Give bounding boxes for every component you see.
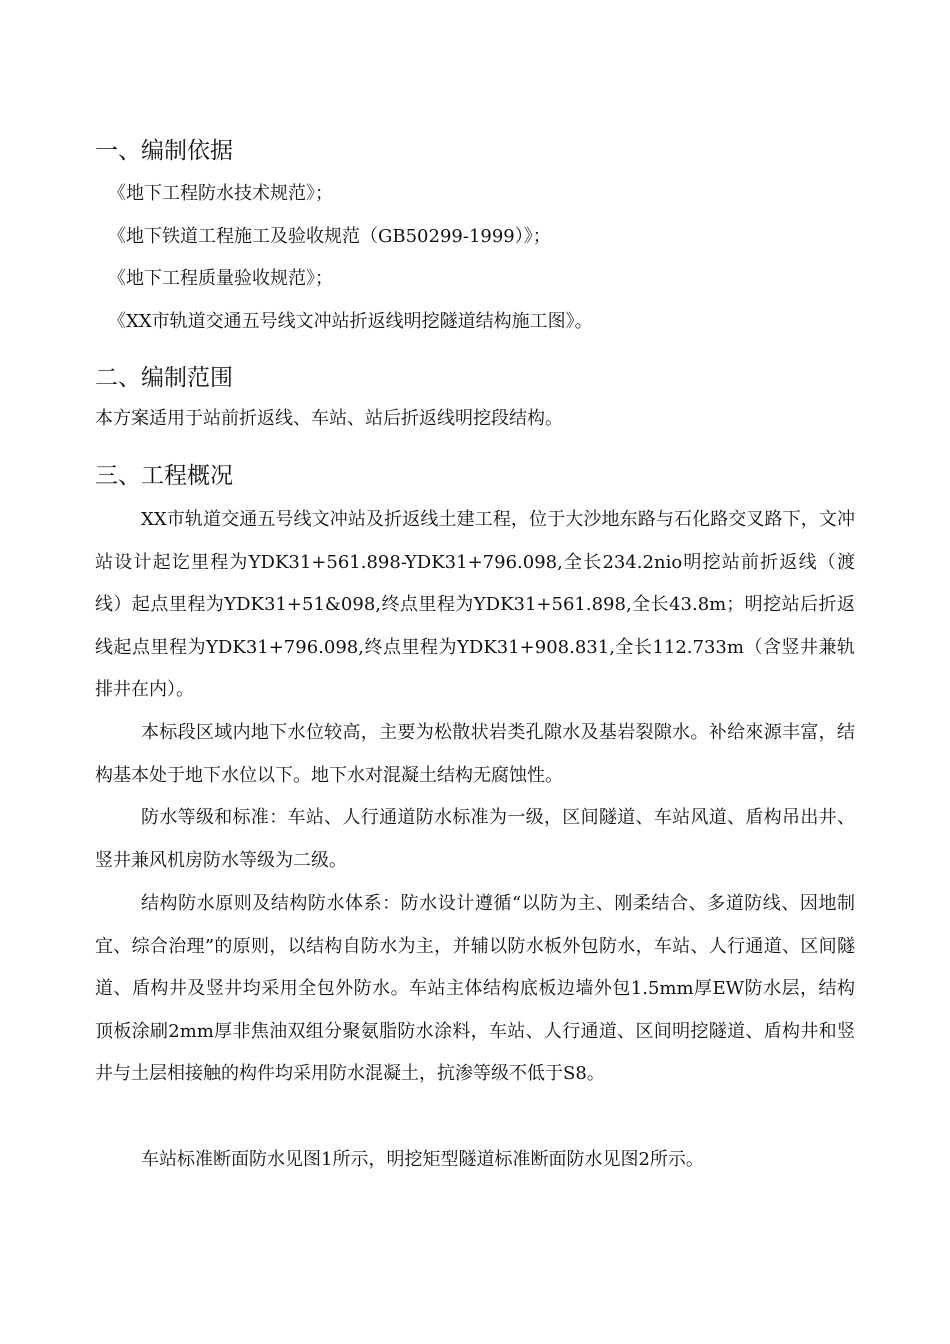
- overview-paragraph-grade: 防水等级和标准：车站、人行通道防水标准为一级，区间隧道、车站风道、盾构吊出井、竖井兼风机房防水等级为二级。: [95, 807, 855, 871]
- section-heading-scope: 二、编制范围: [95, 365, 233, 391]
- reference-item: 《XX市轨道交通五号线文冲站折返线明挖隧道结构施工图》。: [108, 311, 593, 332]
- reference-item: 《地下工程防水技术规范》；: [108, 183, 333, 204]
- section-heading-overview: 三、工程概况: [95, 463, 233, 489]
- overview-paragraph-figures: 车站标准断面防水见图1所示，明挖矩型隧道标准断面防水见图2所示。: [141, 1149, 704, 1170]
- overview-paragraph-groundwater: 本标段区域内地下水位较高，主要为松散状岩类孔隙水及基岩裂隙水。补给來源丰富，结构基本处于地下水位以下。地下水对混凝土结构无腐蚀性。: [95, 722, 855, 786]
- section-heading-basis: 一、编制依据: [95, 138, 233, 164]
- reference-item: 《地下工程质量验收规范》；: [108, 268, 333, 289]
- overview-paragraph-system: 结构防水原则及结构防水体系：防水设计遵循“以防为主、刚柔结合、多道防线、因地制宜、综合治理”的原则，以结构自防水为主，并辅以防水板外包防水，车站、人行通道、区间隧道、盾构井及竖井均采用全包外防水。车站主体结构底板边墙外包1.5mm厚EW防水层，结构顶板涂刷2mm厚非焦油双组分聚氨脂防水涂料，车站、人行通道、区间明挖隧道、盾构井和竖井与土层相接触的构件均采用防水混凝土，抗渗等级不低于S8。: [95, 893, 855, 1084]
- reference-item: 《地下铁道工程施工及验收规范（GB50299-1999）》；: [108, 226, 551, 247]
- scope-paragraph: 本方案适用于站前折返线、车站、站后折返线明挖段结构。: [95, 408, 563, 429]
- overview-paragraph-location: XX市轨道交通五号线文冲站及折返线土建工程，位于大沙地东路与石化路交叉路下，文冲站设计起讫里程为YDK31+561.898-YDK31+796.098,全长234.2nio明挖站前折返线（渡线）起点里程为YDK31+51&098,终点里程为YDK31+561.898,全长43.8m；明挖站后折返线起点里程为YDK31+796.098,终点里程为YDK31+908.831,全长112.733m（含竖井兼轨排井在内）。: [95, 509, 855, 700]
